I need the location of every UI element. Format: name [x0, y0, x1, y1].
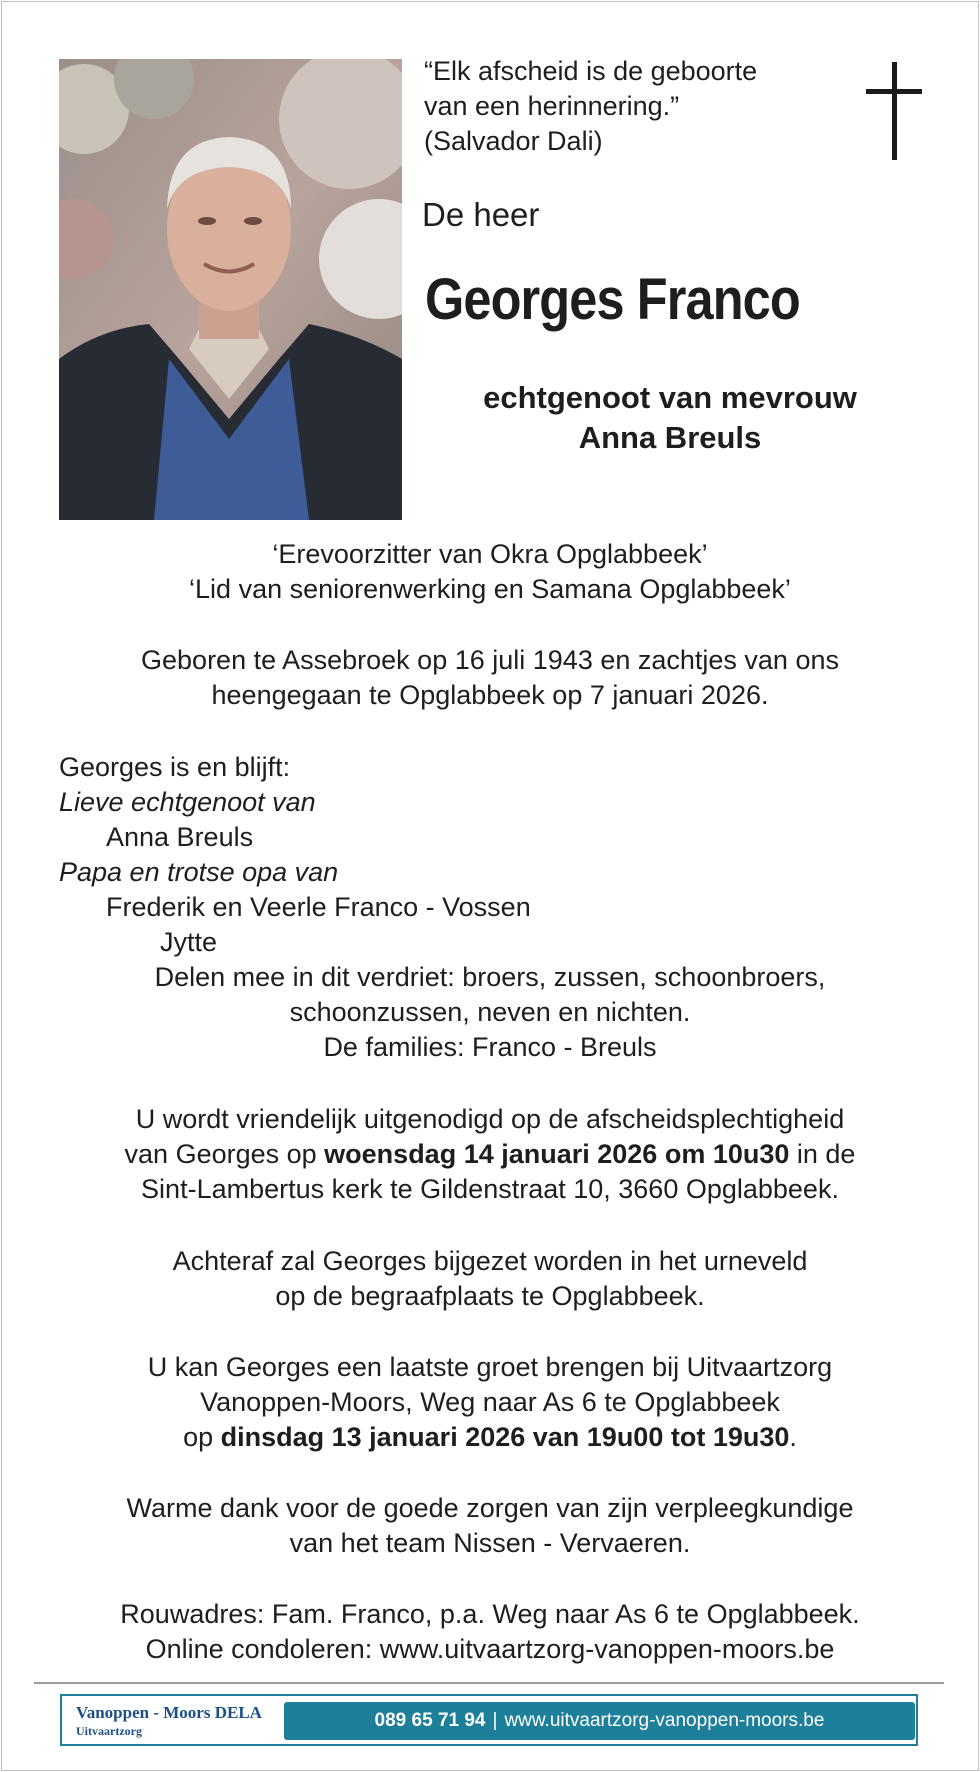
- thanks-info: [0, 1491, 980, 1561]
- contact-info: [0, 1597, 980, 1667]
- honorary-titles: [0, 537, 980, 607]
- thanks-line-1: Warme dank voor de goede zorgen van zijn verpleegkundige: [126, 1493, 854, 1523]
- ceremony-line-2-pre: van Georges op: [124, 1139, 325, 1169]
- family-role-parent: Papa en trotse opa van: [59, 857, 339, 887]
- ceremony-line-1: U wordt vriendelijk uitgenodigd op de afscheidsplechtigheid: [135, 1104, 845, 1134]
- quote-author: (Salvador Dali): [424, 126, 603, 156]
- mourning-address: Rouwadres: Fam. Franco, p.a. Weg naar As 6 te Opglabbeek.: [120, 1599, 860, 1629]
- family-shared-grief: [0, 960, 980, 1065]
- family-spouse-name: Anna Breuls: [106, 822, 254, 852]
- visitation-line-3: [0, 1420, 980, 1455]
- thanks-line-2: van het team Nissen - Vervaeren.: [289, 1528, 691, 1558]
- title-line-1: ‘Erevoorzitter van Okra Opglabbeek’: [272, 539, 708, 569]
- footer-divider: [34, 1682, 944, 1684]
- spouse-line-1: echtgenoot van mevrouw: [483, 380, 857, 415]
- ceremony-line-2: [0, 1137, 980, 1172]
- funeral-home-footer: [60, 1694, 918, 1746]
- visitation-info: [0, 1350, 980, 1455]
- birth-line: Geboren te Assebroek op 16 juli 1943 en zachtjes van ons: [141, 645, 839, 675]
- family-children-names: Frederik en Veerle Franco - Vossen: [106, 892, 531, 922]
- burial-info: [0, 1244, 980, 1314]
- online-condolence: Online condoleren: www.uitvaartzorg-vanoppen-moors.be: [145, 1634, 835, 1664]
- family-grandchild-name: Jytte: [160, 927, 218, 957]
- ceremony-date-time: woensdag 14 januari 2026 om 10u30: [324, 1139, 790, 1169]
- visitation-line-3-post: .: [789, 1422, 797, 1452]
- visitation-line-3-pre: op: [183, 1422, 221, 1452]
- quote-line-2: van een herinnering.”: [424, 91, 680, 121]
- cross-icon: [866, 62, 922, 160]
- phone-number[interactable]: 089 65 71 94: [374, 1710, 486, 1731]
- visitation-line-1: U kan Georges een laatste groet brengen bij Uitvaartzorg: [147, 1352, 833, 1382]
- portrait-photo: [59, 59, 402, 520]
- ceremony-line-2-post: in de: [789, 1139, 856, 1169]
- share-line-1: Delen mee in dit verdriet: broers, zussen, schoonbroers,: [154, 962, 826, 992]
- birth-death-info: [0, 643, 980, 713]
- logo-name: Vanoppen - Moors DELA: [76, 1703, 262, 1722]
- ceremony-line-3: Sint-Lambertus kerk te Gildenstraat 10, 3660 Opglabbeek.: [141, 1174, 839, 1204]
- quote-line-1: “Elk afscheid is de geboorte: [424, 56, 758, 86]
- funeral-home-logo: [76, 1703, 262, 1739]
- burial-line-2: op de begraafplaats te Opglabbeek.: [275, 1281, 705, 1311]
- visitation-date-time: dinsdag 13 januari 2026 van 19u00 tot 19u30: [220, 1422, 790, 1452]
- contact-separator: |: [492, 1710, 498, 1731]
- title-line-2: ‘Lid van seniorenwerking en Samana Opglabbeek’: [189, 574, 791, 604]
- family-intro: Georges is en blijft:: [59, 752, 291, 782]
- spouse-info: [420, 378, 920, 458]
- salutation: De heer: [422, 196, 540, 233]
- memorial-quote: [424, 54, 757, 159]
- death-line: heengegaan te Opglabbeek op 7 januari 2026.: [211, 680, 769, 710]
- spouse-line-2: Anna Breuls: [578, 420, 762, 455]
- website-link[interactable]: www.uitvaartzorg-vanoppen-moors.be: [504, 1710, 825, 1731]
- ceremony-info: [0, 1102, 980, 1207]
- visitation-line-2: Vanoppen-Moors, Weg naar As 6 te Opglabbeek: [200, 1387, 780, 1417]
- burial-line-1: Achteraf zal Georges bijgezet worden in het urneveld: [172, 1246, 808, 1276]
- share-line-2: schoonzussen, neven en nichten.: [289, 997, 691, 1027]
- family-role-spouse: Lieve echtgenoot van: [59, 787, 316, 817]
- contact-bar: [284, 1702, 915, 1740]
- families-line: De families: Franco - Breuls: [323, 1032, 657, 1062]
- deceased-name: Georges Franco: [425, 267, 800, 332]
- logo-subtitle: Uitvaartzorg: [76, 1724, 142, 1738]
